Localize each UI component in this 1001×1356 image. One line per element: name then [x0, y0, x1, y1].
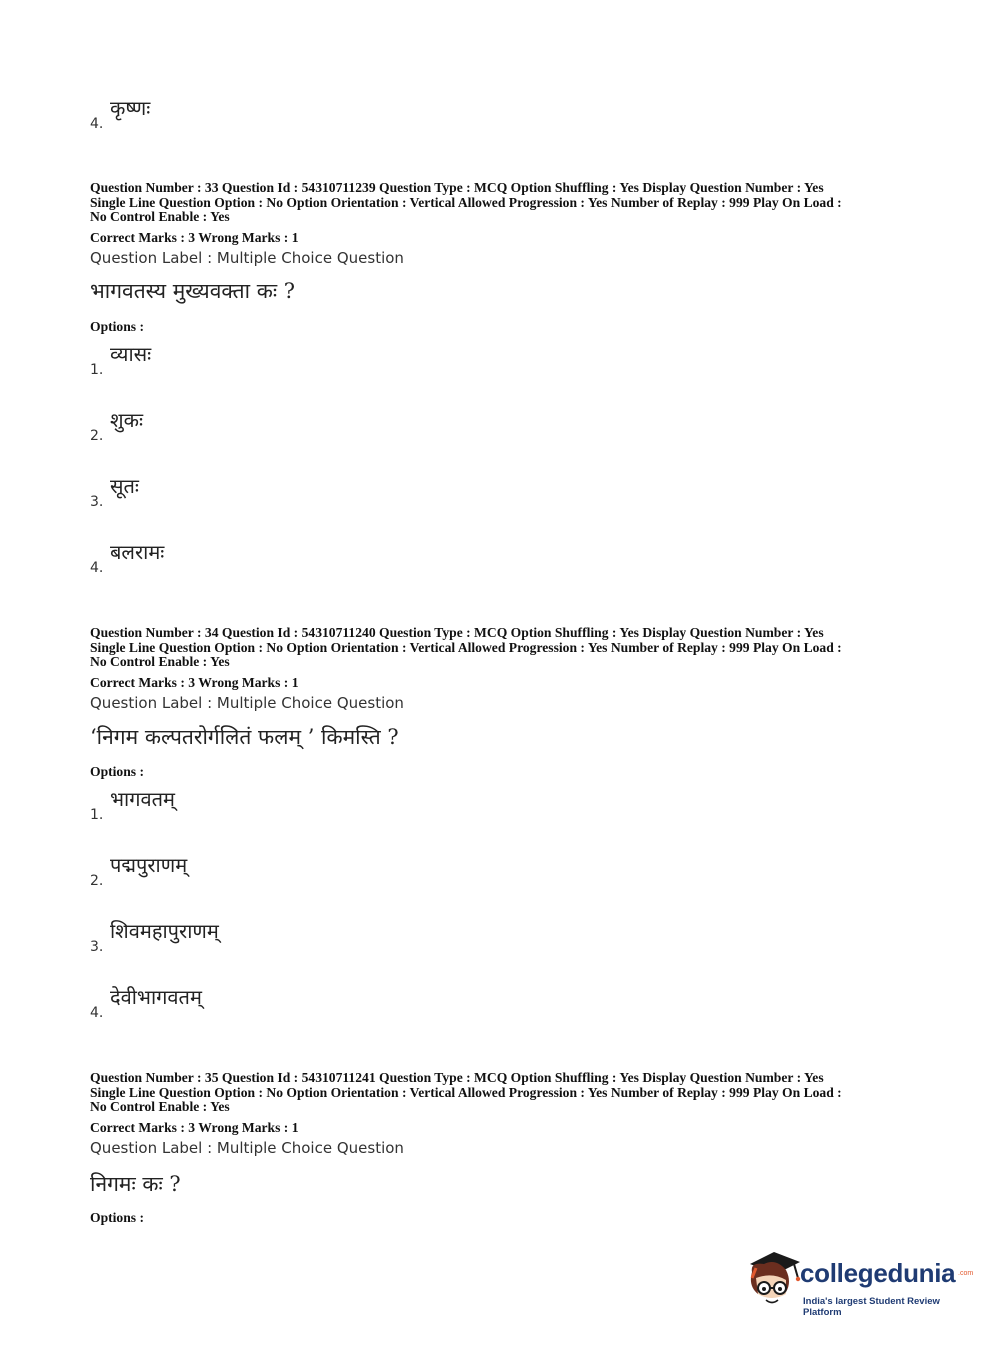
- question-text: ‘निगम कल्पतरोर्गलितं फलम् ’ किमस्ति ?: [90, 725, 399, 749]
- metadata-line: No Control Enable : Yes: [90, 654, 230, 670]
- option-text: शुकः: [110, 408, 143, 432]
- marks-info: Correct Marks : 3 Wrong Marks : 1: [90, 230, 299, 245]
- option-text: पद्मपुराणम्: [110, 853, 188, 877]
- question-metadata: [90, 1071, 920, 1115]
- options-label: Options :: [90, 319, 145, 334]
- logo-tagline: India's largest Student Review Platform: [803, 1296, 940, 1318]
- marks-info: Correct Marks : 3 Wrong Marks : 1: [90, 675, 299, 690]
- options-label: Options :: [90, 1210, 145, 1225]
- metadata-line: Question Number : 34 Question Id : 54310711240 Question Type : MCQ Option Shuffling : Yes Display Question Number : Yes: [90, 625, 824, 640]
- option-text: कृष्णः: [110, 96, 151, 120]
- student-mascot-icon: [742, 1248, 804, 1312]
- metadata-line: No Control Enable : Yes: [90, 1099, 230, 1115]
- question-text: निगमः कः ?: [90, 1172, 181, 1196]
- question-label: Question Label : Multiple Choice Question: [90, 694, 404, 712]
- options-label: Options :: [90, 764, 145, 779]
- option-number: 2.: [90, 428, 104, 444]
- option-number: 3.: [90, 939, 104, 955]
- option-text: शिवमहापुराणम्: [110, 919, 219, 943]
- logo-domain-suffix: .com: [958, 1270, 974, 1277]
- metadata-line: Question Number : 35 Question Id : 54310711241 Question Type : MCQ Option Shuffling : Yes Display Question Number : Yes: [90, 1070, 824, 1085]
- metadata-line: No Control Enable : Yes: [90, 209, 230, 225]
- marks-info: Correct Marks : 3 Wrong Marks : 1: [90, 1120, 299, 1135]
- collegedunia-logo[interactable]: [742, 1248, 972, 1318]
- question-metadata: [90, 626, 920, 670]
- option-number: 4.: [90, 116, 104, 132]
- question-metadata: [90, 181, 920, 225]
- metadata-line: Single Line Question Option : No Option Orientation : Vertical Allowed Progression : Yes Number of Replay : 999 Play On Load :: [90, 639, 842, 655]
- option-text: बलरामः: [110, 540, 165, 564]
- metadata-line: Question Number : 33 Question Id : 54310711239 Question Type : MCQ Option Shuffling : Yes Display Question Number : Yes: [90, 180, 824, 195]
- option-number: 1.: [90, 807, 104, 823]
- option-text: देवीभागवतम्: [110, 985, 202, 1009]
- option-number: 4.: [90, 560, 104, 576]
- option-number: 1.: [90, 362, 104, 378]
- option-number: 2.: [90, 873, 104, 889]
- option-number: 3.: [90, 494, 104, 510]
- question-text: भागवतस्य मुख्यवक्ता कः ?: [90, 279, 296, 303]
- option-text: व्यासः: [110, 342, 152, 366]
- question-label: Question Label : Multiple Choice Question: [90, 1139, 404, 1157]
- option-text: सूतः: [110, 474, 139, 498]
- option-number: 4.: [90, 1005, 104, 1021]
- question-label: Question Label : Multiple Choice Question: [90, 249, 404, 267]
- metadata-line: Single Line Question Option : No Option Orientation : Vertical Allowed Progression : Yes Number of Replay : 999 Play On Load :: [90, 1084, 842, 1100]
- logo-wordmark: collegedunia: [800, 1258, 956, 1288]
- metadata-line: Single Line Question Option : No Option Orientation : Vertical Allowed Progression : Yes Number of Replay : 999 Play On Load :: [90, 194, 842, 210]
- option-text: भागवतम्: [110, 787, 175, 811]
